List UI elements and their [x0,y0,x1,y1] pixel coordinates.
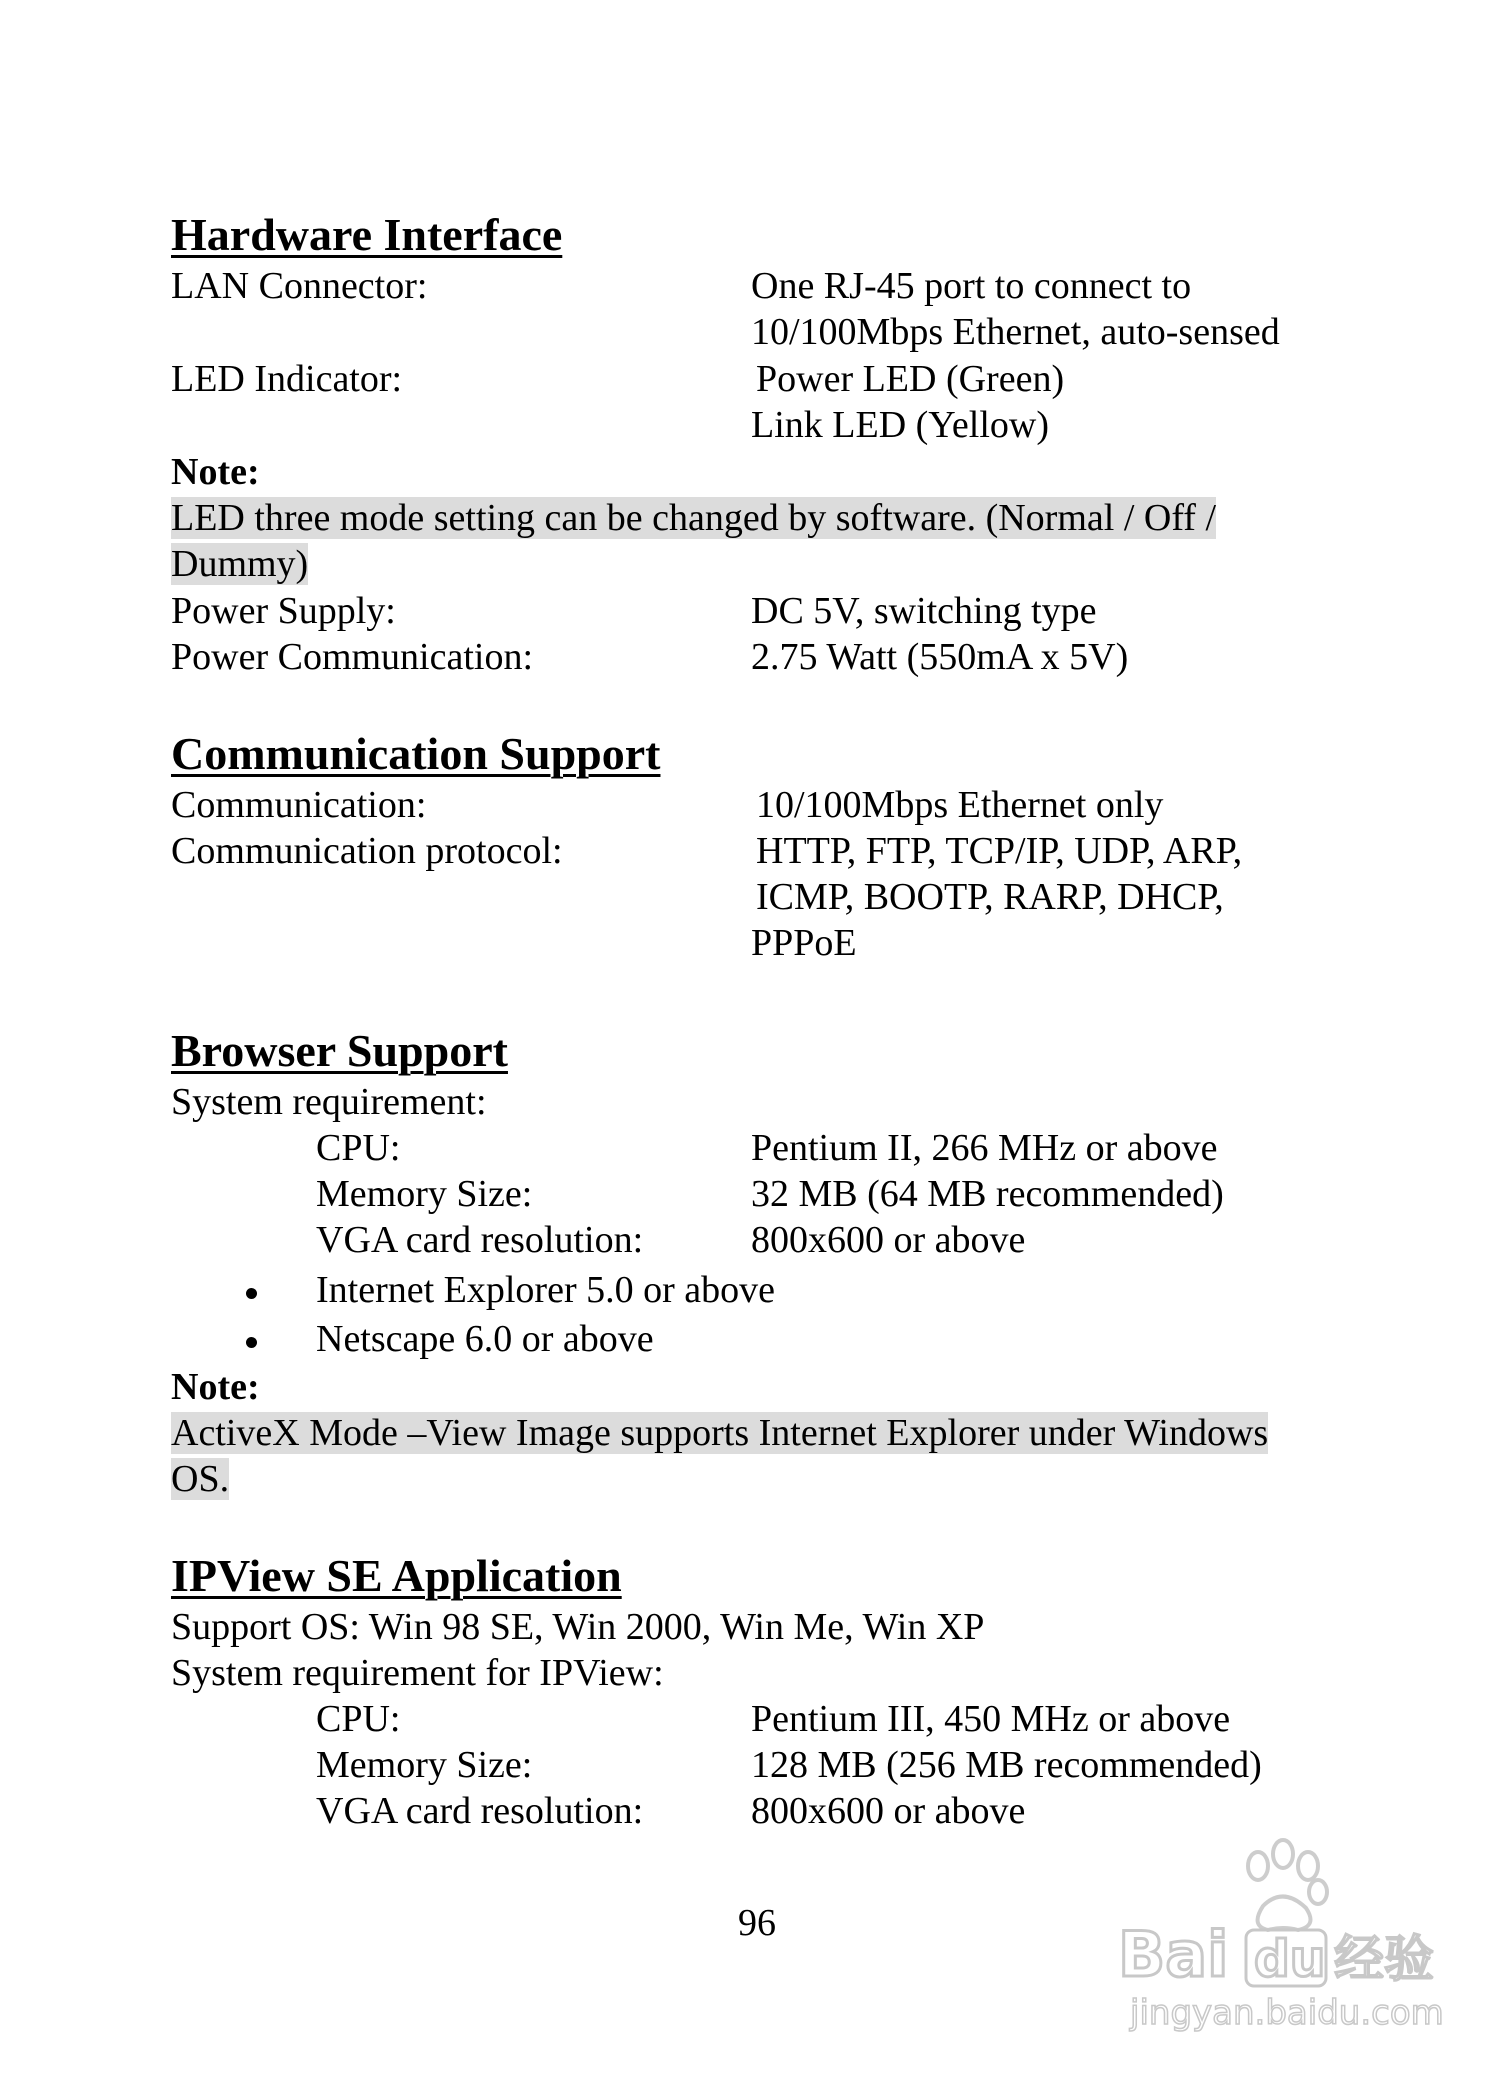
power-communication-label: Power Communication: [171,636,534,678]
communication-label: Communication: [171,784,427,826]
ipview-memory-label: Memory Size: [316,1744,533,1786]
communication-value: 10/100Mbps Ethernet only [756,784,1164,826]
hardware-note-line-2 [171,541,308,587]
communication-support-heading: Communication Support [171,728,661,779]
baidu-watermark-logo [1078,1826,1458,2036]
ipview-heading: IPView SE Application [171,1550,622,1601]
ipview-memory-value: 128 MB (256 MB recommended) [751,1744,1262,1786]
browser-vga-label: VGA card resolution: [316,1219,644,1261]
browser-note-line-2 [171,1456,229,1502]
browser-support-heading: Browser Support [171,1025,508,1076]
hardware-note-line-1 [171,495,1216,541]
page-number: 96 [738,1902,776,1944]
browser-note-label: Note: [171,1366,260,1408]
ipview-support-os: Support OS: Win 98 SE, Win 2000, Win Me, Win XP [171,1606,985,1648]
browser-vga-value: 800x600 or above [751,1219,1026,1261]
communication-protocol-value-line-3: PPPoE [751,922,857,964]
browser-note-line-1 [171,1410,1268,1456]
lan-connector-value-line-2: 10/100Mbps Ethernet, auto-sensed [751,311,1280,353]
browser-memory-value: 32 MB (64 MB recommended) [751,1173,1224,1215]
ipview-vga-label: VGA card resolution: [316,1790,644,1832]
svg-text:Bai: Bai [1118,1918,1229,1991]
browser-bullet-item: Internet Explorer 5.0 or above [316,1269,775,1311]
browser-cpu-value: Pentium II, 266 MHz or above [751,1127,1218,1169]
browser-note-highlight-1: ActiveX Mode –View Image supports Internet Explorer under Windows [171,1412,1269,1454]
svg-text:jingyan.baidu.com: jingyan.baidu.com [1130,1993,1444,2033]
power-supply-label: Power Supply: [171,590,396,632]
bullet-icon [246,1288,257,1299]
hardware-interface-heading: Hardware Interface [171,209,563,260]
communication-protocol-value-line-2: ICMP, BOOTP, RARP, DHCP, [756,876,1224,918]
ipview-vga-value: 800x600 or above [751,1790,1026,1832]
browser-system-requirement-label: System requirement: [171,1081,487,1123]
power-communication-value: 2.75 Watt (550mA x 5V) [751,636,1129,678]
led-indicator-label: LED Indicator: [171,358,403,400]
led-indicator-value-line-2: Link LED (Yellow) [751,404,1050,446]
hardware-note-label: Note: [171,451,260,493]
ipview-cpu-value: Pentium III, 450 MHz or above [751,1698,1231,1740]
ipview-cpu-label: CPU: [316,1698,401,1740]
svg-text:du: du [1254,1930,1326,1988]
communication-protocol-label: Communication protocol: [171,830,563,872]
svg-text:经验: 经验 [1334,1930,1434,1988]
browser-bullet-item: Netscape 6.0 or above [316,1318,654,1360]
bullet-icon [246,1337,257,1348]
browser-note-highlight-2: OS. [171,1458,230,1500]
lan-connector-label: LAN Connector: [171,265,428,307]
hardware-note-highlight-2: Dummy) [171,543,309,585]
browser-memory-label: Memory Size: [316,1173,533,1215]
lan-connector-value-line-1: One RJ-45 port to connect to [751,265,1192,307]
ipview-system-requirement-label: System requirement for IPView: [171,1652,664,1694]
power-supply-value: DC 5V, switching type [751,590,1097,632]
browser-cpu-label: CPU: [316,1127,401,1169]
hardware-note-highlight-1: LED three mode setting can be changed by software. (Normal / Off / [171,497,1216,539]
communication-protocol-value-line-1: HTTP, FTP, TCP/IP, UDP, ARP, [756,830,1243,872]
led-indicator-value-line-1: Power LED (Green) [756,358,1065,400]
